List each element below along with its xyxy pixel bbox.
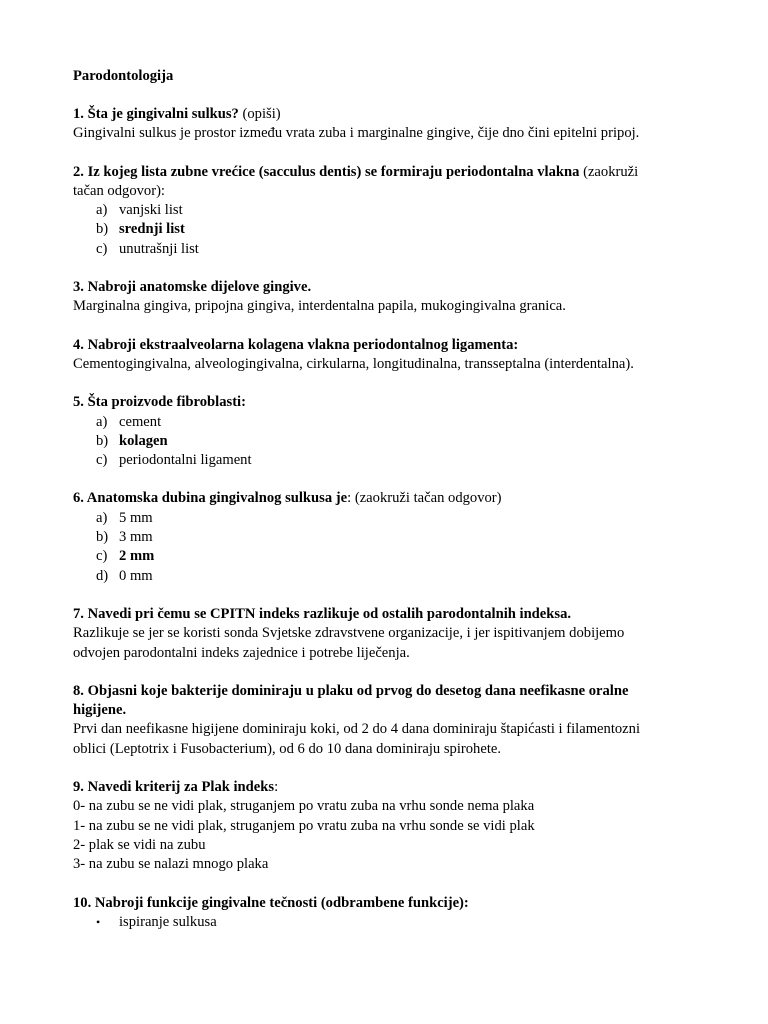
question-heading (73, 336, 713, 355)
answer-line: Cementogingivalna, alveologingivalna, cirkularna, longitudinalna, transseptalna (interdentalna). (73, 355, 634, 372)
option-label: b) (96, 432, 109, 449)
option-b[interactable] (73, 432, 713, 451)
question-text: 10. Nabroji funkcije gingivalne tečnosti (odbrambene funkcije): (73, 894, 469, 911)
question-3 (73, 278, 713, 317)
question-text: 7. Navedi pri čemu se CPITN indeks razlikuje od ostalih parodontalnih indeksa. (73, 605, 572, 622)
answer-line: 0- na zubu se ne vidi plak, struganjem po vratu zuba na vrhu sonde nema plaka (73, 798, 535, 815)
question-text: 8. Objasni koje bakterije dominiraju u plaku od prvog do desetog dana neefikasne oralne (73, 682, 629, 699)
question-text-cont: higijene. (73, 702, 127, 719)
question-8 (73, 682, 713, 759)
answer-line: Prvi dan neefikasne higijene dominiraju koki, od 2 do 4 dana dominiraju štapićasti i filamentozni (73, 721, 640, 738)
answer-line: 2- plak se vidi na zubu (73, 836, 206, 853)
question-7 (73, 605, 713, 663)
option-label: b) (96, 221, 109, 238)
question-text: 5. Šta proizvode fibroblasti: (73, 394, 246, 411)
answer-options (73, 509, 713, 586)
answer-options (73, 413, 713, 471)
option-text: 2 mm (119, 548, 155, 565)
question-heading (73, 278, 713, 297)
list-item-text: ispiranje sulkusa (119, 913, 217, 930)
answer-line: Gingivalni sulkus je prostor između vrata zuba i marginalne gingive, čije dno čini epitelni pripoj. (73, 125, 640, 142)
question-text: 2. Iz kojeg lista zubne vrećice (sacculus dentis) se formiraju periodontalna vlakna (73, 163, 580, 180)
question-text: 4. Nabroji ekstraalveolarna kolagena vlakna periodontalnog ligamenta: (73, 336, 519, 353)
option-label: a) (96, 509, 108, 526)
option-text: srednji list (119, 221, 185, 238)
question-heading (73, 105, 713, 124)
option-c[interactable] (73, 451, 713, 470)
option-b[interactable] (73, 220, 713, 239)
question-instruction: (zaokruži (579, 163, 639, 180)
option-text: periodontalni ligament (119, 452, 252, 469)
question-text: 3. Nabroji anatomske dijelove gingive. (73, 279, 312, 296)
question-instruction: (opiši) (238, 106, 281, 122)
question-heading (73, 163, 713, 182)
question-heading (73, 682, 713, 701)
answer-line: 3- na zubu se nalazi mnogo plaka (73, 856, 269, 873)
document-page (73, 66, 713, 951)
bullet-icon: • (96, 914, 101, 929)
option-label: c) (96, 548, 108, 565)
question-text: 9. Navedi kriterij za Plak indeks (73, 779, 275, 796)
option-b[interactable] (73, 528, 713, 547)
option-text: unutrašnji list (119, 240, 199, 257)
question-text: 1. Šta je gingivalni sulkus? (73, 106, 239, 122)
option-label: b) (96, 529, 109, 546)
question-heading (73, 778, 713, 797)
option-label: a) (96, 202, 108, 219)
question-6 (73, 489, 713, 585)
question-9 (73, 778, 713, 874)
answer-line: odvojen parodontalni indeks zajednice i potrebe liječenja. (73, 644, 410, 661)
answer-line: 1- na zubu se ne vidi plak, struganjem po vratu zuba na vrhu sonde se vidi plak (73, 817, 535, 834)
option-label: d) (96, 567, 109, 584)
question-2 (73, 163, 713, 259)
option-text: kolagen (119, 432, 168, 449)
question-instruction: : (274, 779, 279, 796)
option-a[interactable] (73, 413, 713, 432)
option-a[interactable] (73, 201, 713, 220)
answer-options (73, 201, 713, 259)
question-heading (73, 393, 713, 412)
question-10 (73, 894, 713, 933)
question-heading (73, 894, 713, 913)
question-5 (73, 393, 713, 470)
question-instruction: : (zaokruži tačan odgovor) (347, 490, 502, 507)
option-c[interactable] (73, 240, 713, 259)
answer-line: Razlikuje se jer se koristi sonda Svjetske zdravstvene organizacije, i jer ispitivanjem dobijemo (73, 625, 625, 642)
option-label: c) (96, 452, 108, 469)
question-text: 6. Anatomska dubina gingivalnog sulkusa je (73, 490, 348, 507)
list-item (73, 913, 713, 932)
question-heading (73, 489, 713, 508)
option-c[interactable] (73, 547, 713, 566)
question-4 (73, 336, 713, 375)
document-title: Parodontologija (73, 68, 174, 84)
question-heading-cont (73, 701, 713, 720)
option-a[interactable] (73, 509, 713, 528)
question-instruction-cont: tačan odgovor): (73, 182, 165, 199)
option-text: 3 mm (119, 529, 153, 546)
question-heading (73, 605, 713, 624)
option-label: a) (96, 413, 108, 430)
option-text: 0 mm (119, 567, 153, 584)
bullet-list (73, 913, 713, 932)
option-text: vanjski list (119, 202, 183, 219)
option-label: c) (96, 240, 108, 257)
question-1 (73, 105, 713, 144)
option-text: 5 mm (119, 509, 153, 526)
answer-line: oblici (Leptotrix i Fusobacterium), od 6 do 10 dana dominiraju spirohete. (73, 740, 501, 757)
option-d[interactable] (73, 567, 713, 586)
option-text: cement (119, 413, 162, 430)
answer-line: Marginalna gingiva, pripojna gingiva, interdentalna papila, mukogingivalna granica. (73, 298, 566, 315)
